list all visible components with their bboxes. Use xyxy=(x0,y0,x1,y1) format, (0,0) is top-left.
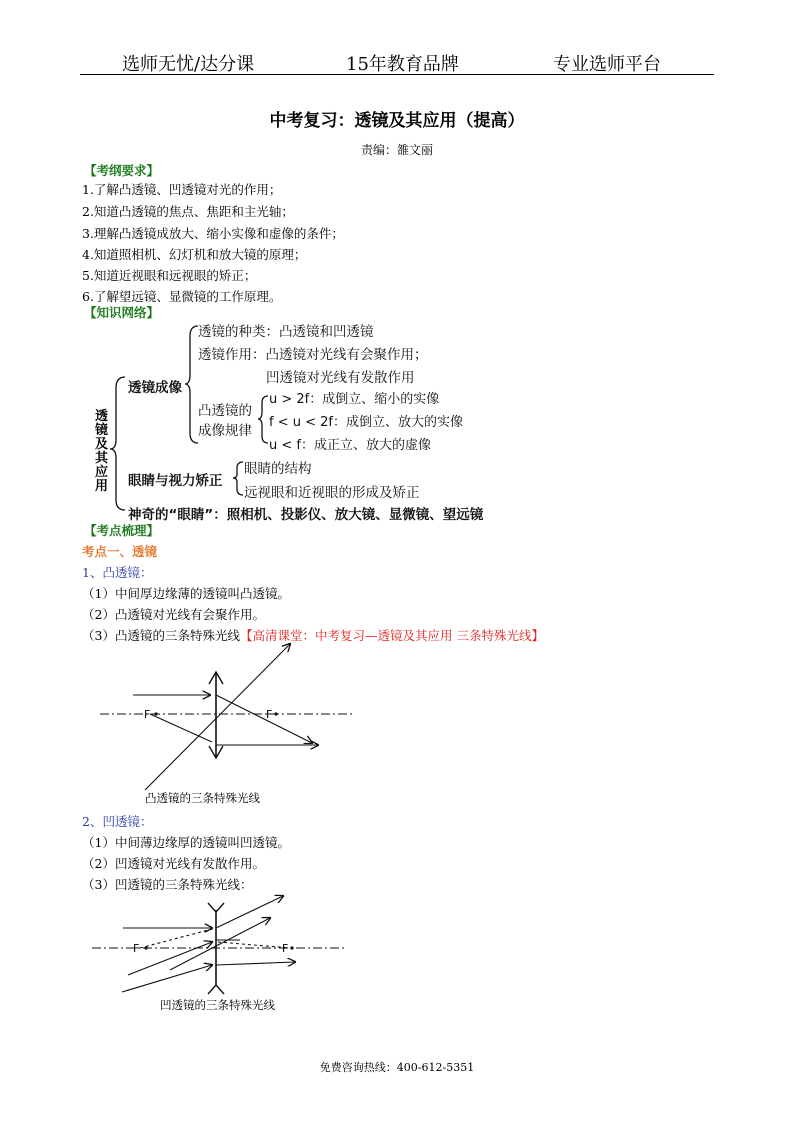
footer-hotline: 免费咨询热线：400-612-5351 xyxy=(319,1061,475,1074)
requirement-item: 1.了解凸透镜、凹透镜对光的作用； xyxy=(82,182,282,197)
requirements-heading: 【考纲要求】 xyxy=(84,163,160,178)
concave-caption: 凹透镜的三条特殊光线 xyxy=(160,998,275,1012)
network-heading: 【知识网络】 xyxy=(84,305,160,320)
requirement-item: 5.知道近视眼和远视眼的矫正； xyxy=(82,268,257,283)
network-branch-instruments: 神奇的“眼睛”：照相机、投影仪、放大镜、显微镜、望远镜 xyxy=(128,507,484,523)
network-rule-label-1: 凸透镜的 xyxy=(198,403,252,419)
network-root: 透镜及其应用 xyxy=(94,409,108,494)
concave-item: （3）凹透镜的三条特殊光线： xyxy=(82,877,253,892)
author: 责编：雒文丽 xyxy=(360,143,433,157)
header-center: 15年教育品牌 xyxy=(346,54,459,75)
network-eye-2: 远视眼和近视眼的形成及矫正 xyxy=(244,485,420,501)
network-branch-lens: 透镜成像 xyxy=(128,380,182,396)
network-lens-effect-1: 透镜作用：凸透镜对光线有会聚作用； xyxy=(198,347,428,363)
network-lens-types: 透镜的种类：凸透镜和凹透镜 xyxy=(198,324,374,340)
header-left: 选师无忧/达分课 xyxy=(122,54,255,75)
video-link[interactable]: 【高清课堂：中考复习—透镜及其应用 三条特殊光线】 xyxy=(239,628,544,643)
concave-item: （2）凹透镜对光线有发散作用。 xyxy=(82,856,265,871)
concave-focus-left: F xyxy=(133,942,140,955)
page-title: 中考复习：透镜及其应用（提高） xyxy=(269,111,525,131)
network-rule-2: f < u < 2f：成倒立、放大的实像 xyxy=(269,415,463,430)
network-eye-1: 眼睛的结构 xyxy=(244,461,312,477)
review-heading: 【考点梳理】 xyxy=(84,523,160,538)
network-rule-label-2: 成像规律 xyxy=(198,423,252,439)
concave-item: （1）中间薄边缘厚的透镜叫凹透镜。 xyxy=(82,835,290,850)
convex-focus-left: F xyxy=(144,708,151,721)
convex-item: （2）凸透镜对光线有会聚作用。 xyxy=(82,607,265,622)
convex-title: 1、凸透镜： xyxy=(82,565,153,580)
requirement-item: 2.知道凸透镜的焦点、焦距和主光轴； xyxy=(82,204,294,219)
convex-item: （1）中间厚边缘薄的透镜叫凸透镜。 xyxy=(82,586,290,601)
header-right: 专业选师平台 xyxy=(553,54,661,75)
network-lens-effect-2: 凹透镜对光线有发散作用 xyxy=(266,370,415,386)
network-rule-3: u < f：成正立、放大的虚像 xyxy=(269,438,431,453)
concave-focus-right: F xyxy=(282,942,289,955)
topic-heading: 考点一、透镜 xyxy=(82,544,158,559)
requirement-item: 3.理解凸透镜成放大、缩小实像和虚像的条件； xyxy=(82,226,344,241)
network-rule-1: u > 2f：成倒立、缩小的实像 xyxy=(269,392,440,407)
convex-caption: 凸透镜的三条特殊光线 xyxy=(145,791,260,805)
requirement-item: 6.了解望远镜、显微镜的工作原理。 xyxy=(82,289,282,304)
requirement-item: 4.知道照相机、幻灯机和放大镜的原理； xyxy=(82,247,307,262)
convex-item-text: （3）凸透镜的三条特殊光线 xyxy=(82,628,240,643)
convex-focus-right: F xyxy=(266,708,273,721)
network-branch-eye: 眼睛与视力矫正 xyxy=(128,473,223,489)
concave-title: 2、凹透镜： xyxy=(82,814,153,829)
